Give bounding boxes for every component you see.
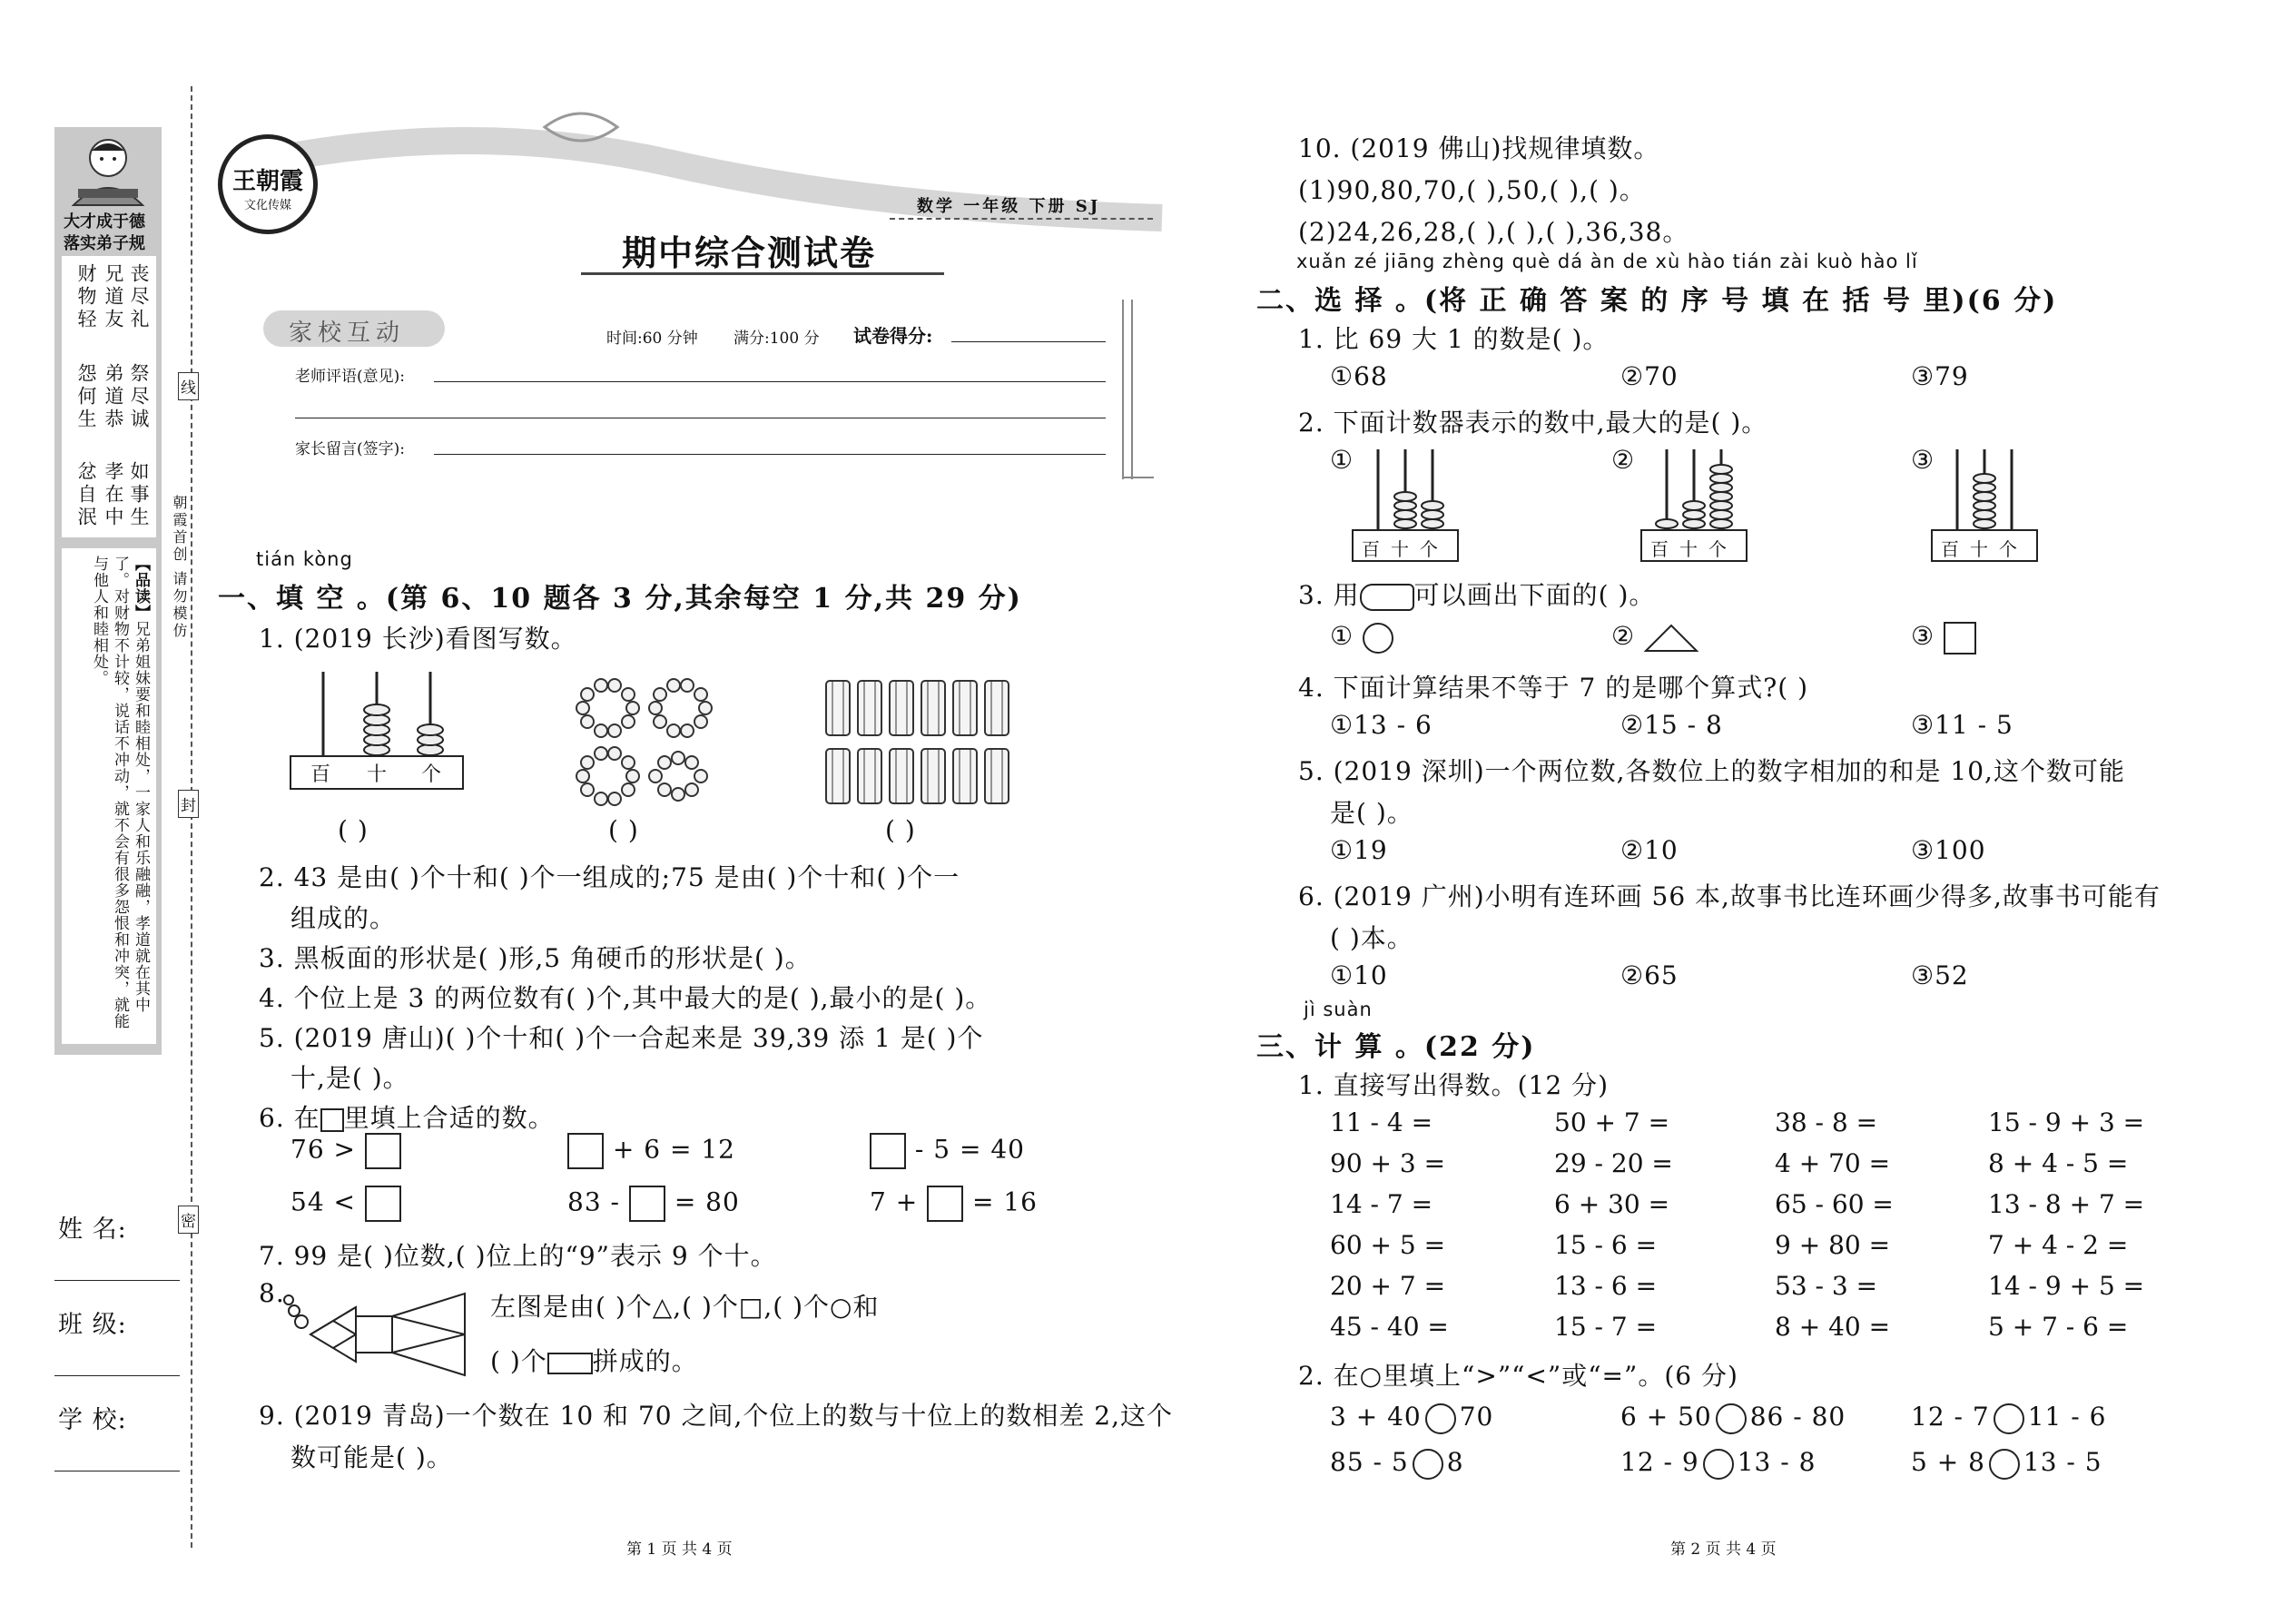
s2-q2-mark-3[interactable]: ③ [1911,445,1935,475]
poem-col: 孝在中 [103,461,124,529]
cmp-item-5[interactable] [1620,1447,1816,1480]
section3-pinyin: jì suàn [1304,999,1373,1020]
copyright-vertical: 朝霞首创 请勿模仿 [171,495,188,641]
s1-q10-2: (2)24,26,28,( ),( ),( ),36,38。 [1298,217,1689,247]
cmp-right: 13 - 5 [2023,1447,2102,1477]
cmp-left: 85 - 5 [1330,1447,1409,1477]
compare-circle[interactable] [1716,1403,1747,1434]
s2-q1-opt-2[interactable]: ②70 [1620,361,1679,391]
calc-col-4 [1988,1107,2144,1353]
cmp-left: 12 - 7 [1911,1402,1990,1432]
q1-abacus-label-hundred: 百 [310,763,332,786]
calc-item[interactable]: 50 + 7 = [1554,1107,1670,1137]
header-rule-2 [1131,300,1133,479]
calc-item[interactable]: 14 - 9 + 5 = [1988,1271,2145,1301]
answer-box[interactable] [365,1133,401,1169]
s2-q2-mark-2[interactable]: ② [1611,445,1636,475]
q6-b1-text: 54 < [290,1186,356,1217]
calc-col-2 [1554,1107,1673,1353]
calc-item[interactable]: 20 + 7 = [1330,1271,1446,1301]
cmp-item-3[interactable] [1911,1402,2106,1434]
s2-q4-opt-3[interactable]: ③11 - 5 [1911,710,2013,740]
s2-q5-line2: 是( )。 [1330,798,1413,828]
footer-page-1: 第 1 页 共 4 页 [626,1540,733,1559]
s2-q3-opt-3[interactable] [1911,621,1976,655]
q1-abacus-label-one: 个 [421,763,443,786]
q1-blank-2[interactable]: ( ) [608,815,639,845]
counter-3-labels: 百十个 [1941,538,2028,560]
cmp-right: 70 [1459,1402,1494,1432]
compare-circle[interactable] [1413,1449,1443,1480]
calc-item[interactable]: 6 + 30 = [1554,1189,1670,1219]
s2-q6-opt-2[interactable]: ②65 [1620,960,1679,990]
calc-item[interactable]: 15 - 7 = [1554,1312,1658,1342]
s1-q10-1: (1)90,80,70,( ),50,( ),( )。 [1298,175,1646,205]
q1-abacus-label-ten: 十 [367,763,389,786]
poem-col: 怨何生 [75,363,97,431]
section3-title: 三、计 算 。(22 分) [1256,1031,1536,1063]
logo-sub: 文化传媒 [243,199,291,212]
s2-q3-post: 可以画出下面的( )。 [1413,580,1656,610]
counter-3 [1932,449,2037,562]
s2-q1-opt-1[interactable]: ①68 [1330,361,1388,391]
calc-col-1 [1330,1107,1449,1353]
q8-line2-text-a: ( )个 [490,1346,547,1376]
q6-item-b1 [290,1186,401,1222]
s1-q2-line2: 组成的。 [290,903,397,933]
calc-item[interactable]: 9 + 80 = [1775,1230,1891,1260]
section2-title: 二、选 择 。(将 正 确 答 案 的 序 号 填 在 括 号 里)(6 分) [1256,285,2058,317]
s2-q1-opt-3[interactable]: ③79 [1911,361,1969,391]
s2-q6-opt-3[interactable]: ③52 [1911,960,1969,990]
s1-q6 [259,1098,555,1135]
counter-1 [1353,449,1458,562]
s1-q5-line2: 十,是( )。 [290,1063,409,1093]
exam-full-score: 满分:100 分 [733,330,820,348]
poem-col: 财物轻 [75,263,97,331]
s2-q6-line2: ( )本。 [1330,923,1413,953]
square-icon [1944,622,1976,655]
s2-q4: 4. 下面计算结果不等于 7 的是哪个算式?( ) [1298,673,1808,703]
calc-item[interactable]: 11 - 4 = [1330,1107,1433,1137]
q6-b3-text-b: = 16 [972,1186,1038,1217]
publisher-logo [218,134,318,234]
cmp-left: 3 + 40 [1330,1402,1422,1432]
calc-item[interactable]: 15 - 6 = [1554,1230,1658,1260]
s2-q2: 2. 下面计数器表示的数中,最大的是( )。 [1298,408,1768,438]
cmp-item-4[interactable] [1330,1447,1464,1480]
q1-stick-bundles [822,676,1021,812]
s1-q3: 3. 黑板面的形状是( )形,5 角硬币的形状是( )。 [259,943,812,973]
cmp-left: 6 + 50 [1620,1402,1712,1432]
s2-q5-opt-2[interactable]: ②10 [1620,835,1679,865]
cmp-left: 12 - 9 [1620,1447,1699,1477]
calc-item[interactable]: 4 + 70 = [1775,1148,1891,1178]
calc-item[interactable]: 38 - 8 = [1775,1107,1878,1137]
rectangle-icon [547,1353,593,1374]
cmp-right: 86 - 80 [1749,1402,1846,1432]
s1-q2-line1: 2. 43 是由( )个十和( )个一组成的;75 是由( )个十和( )个一 [259,862,960,892]
read-body: 兄弟姐妹要和睦相处，一家人和乐融融，孝道就在其中了。对财物不计较，说话不冲动，就不会有很多怨恨和冲突，就能与他人和睦相处。 [90,556,150,1029]
title-underline [581,272,944,275]
s1-q10: 10. (2019 佛山)找规律填数。 [1298,133,1660,163]
cmp-item-2[interactable] [1620,1402,1846,1434]
poem-col: 忿自泯 [75,461,97,529]
q1-blank-3[interactable]: ( ) [885,815,916,845]
q6-text-post: 里填上合适的数。 [343,1103,555,1133]
parent-msg-field[interactable] [434,454,1106,455]
circle-icon [1363,623,1393,654]
mascot-image [60,134,156,207]
calc-item[interactable]: 13 - 8 + 7 = [1988,1189,2145,1219]
fold-mark-feng: 封 [178,790,199,818]
s1-q1: 1. (2019 长沙)看图写数。 [259,624,577,654]
name-label: 姓 名: [58,1216,127,1244]
q6-text-pre: 6. 在 [259,1103,320,1133]
class-field[interactable] [54,1375,180,1376]
calc-item[interactable]: 7 + 4 - 2 = [1988,1230,2129,1260]
read-title: 【品读】 [132,556,150,621]
name-field[interactable] [54,1280,180,1281]
calc-item[interactable]: 13 - 6 = [1554,1271,1658,1301]
s3-q1: 1. 直接写出得数。(12 分) [1298,1070,1609,1100]
s2-q5-line1: 5. (2019 深圳)一个两位数,各数位上的数字相加的和是 10,这个数可能 [1298,756,2125,786]
section1-pinyin: tián kòng [256,548,353,570]
teacher-comment-label: 老师评语(意见): [295,368,405,386]
poem-col: 祭尽诚 [128,363,150,431]
s2-q5-opt-1[interactable]: ①19 [1330,835,1388,865]
s1-q4: 4. 个位上是 3 的两位数有( )个,其中最大的是( ),最小的是( )。 [259,983,992,1013]
fold-mark-mi: 密 [178,1206,199,1234]
cylinder-icon [1360,584,1414,611]
section2-pinyin: xuǎn zé jiāng zhèng què dá àn de xù hào tián zài kuò hào lǐ [1296,251,1918,272]
s2-q3-mark-3: ③ [1911,621,1935,651]
teacher-comment-field[interactable] [434,381,1106,382]
calc-item[interactable]: 8 + 4 - 5 = [1988,1148,2129,1178]
section1-title: 一、填 空 。(第 6、10 题各 3 分,其余每空 1 分,共 29 分) [218,583,1022,615]
triangle-icon [1644,624,1698,653]
s2-q3-pre: 3. 用 [1298,580,1360,610]
header-meta: 数学 一年级 下册 SJ [917,197,1101,216]
answer-box[interactable] [567,1133,604,1169]
s2-q4-opt-2[interactable]: ②15 - 8 [1620,710,1723,740]
counter-1-labels: 百十个 [1362,538,1449,560]
s2-q4-opt-1[interactable]: ①13 - 6 [1330,710,1433,740]
q6-item-a3 [870,1133,1025,1169]
poem-col: 丧尽礼 [128,263,150,331]
s2-q5-opt-3[interactable]: ③100 [1911,835,1986,865]
s2-q3 [1298,576,1655,612]
home-school-label: 家校互动 [289,320,406,347]
calc-col-3 [1775,1107,1894,1353]
q8-figure [283,1289,483,1380]
compare-circle[interactable] [1994,1403,2024,1434]
page-title: 期中综合测试卷 [622,232,877,273]
s2-q1: 1. 比 69 大 1 的数是( )。 [1298,324,1610,354]
answer-box[interactable] [365,1186,401,1222]
meta-dashline [890,218,1153,220]
cmp-item-6[interactable] [1911,1447,2102,1480]
header-rule-3 [1122,477,1154,478]
s2-q2-mark-1[interactable]: ① [1330,445,1354,475]
s1-q7: 7. 99 是( )位数,( )位上的“9”表示 9 个十。 [259,1241,777,1271]
compare-circle[interactable] [1425,1403,1456,1434]
q6-item-a1 [290,1133,401,1169]
q6-item-a2 [567,1133,735,1169]
s2-q3-mark-1: ① [1330,621,1354,651]
fold-mark-xian: 线 [178,372,199,400]
calc-item[interactable]: 60 + 5 = [1330,1230,1446,1260]
calc-item[interactable]: 45 - 40 = [1330,1312,1449,1342]
s1-q9-line1: 9. (2019 青岛)一个数在 10 和 70 之间,个位上的数与十位上的数相差 2,这个 [259,1401,1173,1431]
calc-item[interactable]: 65 - 60 = [1775,1189,1894,1219]
exam-time: 时间:60 分钟 [606,330,698,348]
q6-b2-text-a: 83 - [567,1186,620,1217]
school-label: 学 校: [58,1406,127,1434]
s3-q2: 2. 在○里填上“>”“<”或“=”。(6 分) [1298,1361,1738,1391]
poem-col: 弟道恭 [103,363,124,431]
calc-item[interactable]: 5 + 7 - 6 = [1988,1312,2129,1342]
score-label: 试卷得分: [853,325,933,347]
s2-q3-opt-2[interactable] [1611,621,1698,653]
q6-a1-text: 76 > [290,1134,356,1165]
calc-item[interactable]: 53 - 3 = [1775,1271,1878,1301]
s2-q3-opt-1[interactable] [1330,621,1393,654]
logo-text: 王朝霞 [231,168,303,195]
cmp-right: 11 - 6 [2027,1402,2107,1432]
q6-item-b3 [870,1186,1038,1222]
s2-q3-mark-2: ② [1611,621,1636,651]
s2-q6-line1: 6. (2019 广州)小明有连环画 56 本,故事书比连环画少得多,故事书可能有 [1298,881,2161,911]
score-field[interactable] [951,341,1106,342]
q1-blank-1[interactable]: ( ) [338,815,369,845]
q6-a2-text: + 6 = 12 [612,1134,735,1165]
q1-bead-rings [574,676,719,812]
s1-q5-line1: 5. (2019 唐山)( )个十和( )个一合起来是 39,39 添 1 是( )个 [259,1023,984,1053]
s1-q9-line2: 数可能是( )。 [290,1442,453,1472]
class-label: 班 级: [58,1311,127,1339]
calc-item[interactable]: 15 - 9 + 3 = [1988,1107,2145,1137]
calc-item[interactable]: 8 + 40 = [1775,1312,1891,1342]
q6-b3-text-a: 7 + [870,1186,919,1217]
square-icon [320,1108,344,1132]
motto-line-1: 大才成于德 [64,212,145,231]
cmp-item-1[interactable] [1330,1402,1493,1434]
counter-2-labels: 百十个 [1650,538,1738,560]
parent-msg-label: 家长留言(签字): [295,440,405,458]
calc-item[interactable]: 90 + 3 = [1330,1148,1446,1178]
cmp-right: 8 [1446,1447,1464,1477]
q6-b2-text-b: = 80 [674,1186,740,1217]
counter-2 [1641,449,1747,562]
answer-box[interactable] [870,1133,906,1169]
compare-circle[interactable] [1703,1449,1734,1480]
q6-item-b2 [567,1186,740,1222]
cmp-right: 13 - 8 [1737,1447,1816,1477]
calc-item[interactable]: 14 - 7 = [1330,1189,1433,1219]
q8-line2-text-b: 拼成的。 [592,1346,698,1376]
header-rule-1 [1122,300,1124,479]
cmp-left: 5 + 8 [1911,1447,1985,1477]
q6-a3-text: - 5 = 40 [914,1134,1025,1165]
answer-box[interactable] [927,1186,963,1222]
s1-q8-num: 8. [259,1278,285,1308]
s2-q6-opt-1[interactable]: ①10 [1330,960,1388,990]
s1-q8-line1: 左图是由( )个△,( )个□,( )个○和 [490,1292,880,1322]
answer-box[interactable] [629,1186,665,1222]
calc-item[interactable]: 29 - 20 = [1554,1148,1673,1178]
read-text [67,556,151,1037]
poem-col: 兄道友 [103,263,124,331]
s1-q8-line2 [490,1342,698,1378]
compare-circle[interactable] [1989,1449,2020,1480]
footer-page-2: 第 2 页 共 4 页 [1670,1540,1777,1559]
motto-line-2: 落实弟子规 [64,234,145,253]
poem-col: 如事生 [128,461,150,529]
